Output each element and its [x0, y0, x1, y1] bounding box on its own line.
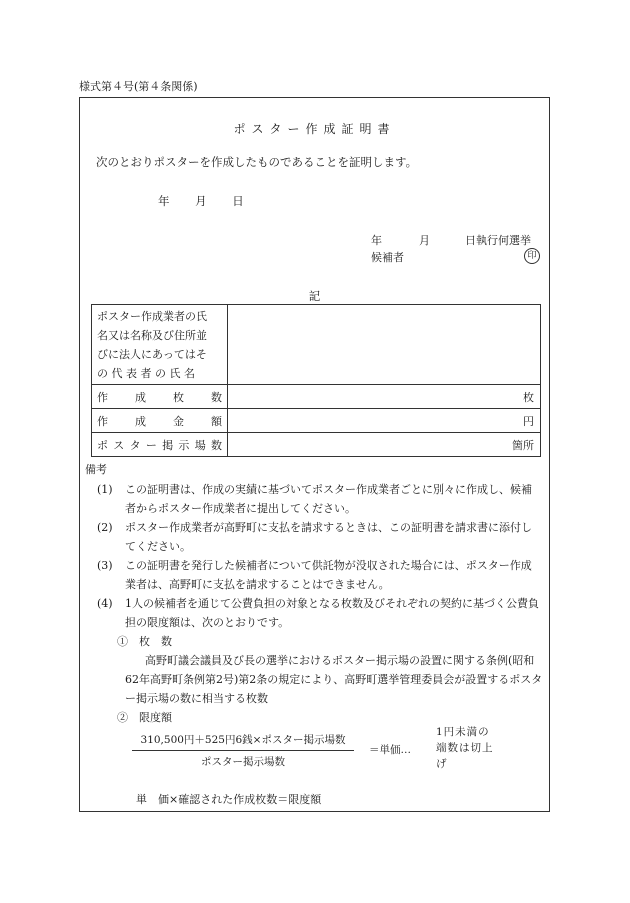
boards-label-char: 示	[178, 438, 190, 452]
count-label-char: 作	[97, 390, 108, 404]
boards-label-char: 数	[210, 438, 222, 452]
boards-label-char: ー	[145, 438, 157, 452]
ki-heading: 記	[308, 289, 321, 303]
count-label-char: 数	[211, 390, 222, 404]
poster-info-table	[91, 304, 541, 457]
maker-label-line: の 代 表 者 の 氏 名	[97, 367, 195, 380]
document-title: ポスター作成証明書	[233, 122, 396, 136]
remark-item	[97, 518, 540, 556]
formula-numerator: 310,500円＋525円6銭×ポスター掲示場数	[140, 734, 346, 746]
table-row-maker	[92, 305, 541, 385]
count-label-char: 成	[135, 390, 146, 404]
remark-item	[97, 480, 540, 518]
boards-label-char: ポ	[97, 438, 108, 452]
election-name: 日執行何選挙	[465, 234, 531, 247]
remark-number: (1)	[97, 483, 113, 496]
boards-label-cell	[92, 433, 228, 457]
amount-unit: 円	[523, 414, 534, 428]
amount-label-char: 金	[173, 414, 184, 428]
limit-amount-formula: 単 価×確認された作成枚数＝限度額	[136, 793, 322, 806]
count-label-char: 枚	[173, 390, 184, 404]
table-row-boards	[92, 433, 541, 457]
seal-mark: 印	[524, 248, 540, 264]
sub-item-count-text: 高野町議会議員及び長の選挙におけるポスター掲示場の設置に関する条例(昭和62年高野町条例第2号)第2条の規定により、高野町選挙管理委員会が設置するポスター掲示場の数に相当する枚数	[125, 654, 543, 705]
remark-item	[97, 594, 540, 632]
formula-fraction	[132, 732, 354, 769]
amount-label-char: 成	[135, 414, 146, 428]
amount-label-char: 作	[97, 414, 108, 428]
intro-statement: 次のとおりポスターを作成したものであることを証明します。	[96, 155, 418, 169]
maker-value-cell[interactable]	[228, 305, 541, 385]
sub-item-count-heading: ① 枚 数	[117, 635, 172, 648]
maker-label-lines	[97, 306, 222, 383]
count-label-cell	[92, 385, 228, 409]
maker-label-line: ポスター作成業者の氏	[97, 310, 207, 323]
boards-value-cell[interactable]	[228, 433, 541, 457]
formula-denominator: ポスター掲示場数	[132, 750, 354, 769]
boards-unit: 箇所	[512, 438, 534, 452]
remark-item	[97, 556, 540, 594]
remark-number: (2)	[97, 521, 113, 534]
issue-date-field[interactable]: 年 月 日	[158, 194, 244, 208]
boards-label-char: 掲	[162, 438, 174, 452]
formula-equals-unit-price: ＝単価…	[369, 744, 411, 756]
remark-text: この証明書は、作成の実績に基づいてポスター作成業者ごとに別々に作成し、候補者からポスター作成業者に提出してください。	[125, 483, 532, 515]
table-row-count	[92, 385, 541, 409]
amount-label-char: 額	[211, 414, 222, 428]
remark-number: (3)	[97, 559, 113, 572]
remarks-heading: 備考	[85, 463, 107, 476]
amount-value-cell[interactable]	[228, 409, 541, 433]
remark-text: この証明書を発行した候補者について供託物が没収された場合には、ポスター作成業者は、高野町に支払を請求することはできません。	[125, 559, 532, 591]
maker-label-line: 名又は名称及び住所並	[97, 329, 207, 342]
maker-label-cell	[92, 305, 228, 385]
table-row-amount	[92, 409, 541, 433]
candidate-label: 候補者	[371, 251, 404, 264]
count-unit: 枚	[523, 390, 534, 404]
remark-text: ポスター作成業者が高野町に支払を請求するときは、この証明書を請求書に添付してください。	[125, 521, 532, 553]
count-value-cell[interactable]	[228, 385, 541, 409]
rounding-note: 1円未満の端数は切上げ	[436, 726, 494, 770]
amount-label-cell	[92, 409, 228, 433]
boards-label-char: ス	[113, 438, 125, 452]
election-year: 年	[371, 234, 382, 247]
election-month: 月	[419, 234, 430, 247]
certificate-frame	[79, 97, 550, 812]
maker-label-line: びに法人にあってはそ	[97, 348, 207, 361]
remark-text: 1人の候補者を通じて公費負担の対象となる枚数及びそれぞれの契約に基づく公費負担の限度額は、次のとおりです。	[125, 597, 539, 629]
boards-label-char: タ	[129, 438, 141, 452]
boards-label-char: 場	[194, 438, 206, 452]
form-number-label: 様式第４号(第４条関係)	[79, 80, 198, 93]
election-date-line	[371, 232, 531, 248]
remark-number: (4)	[97, 597, 113, 610]
sub-item-limit-heading: ② 限度額	[117, 711, 172, 724]
